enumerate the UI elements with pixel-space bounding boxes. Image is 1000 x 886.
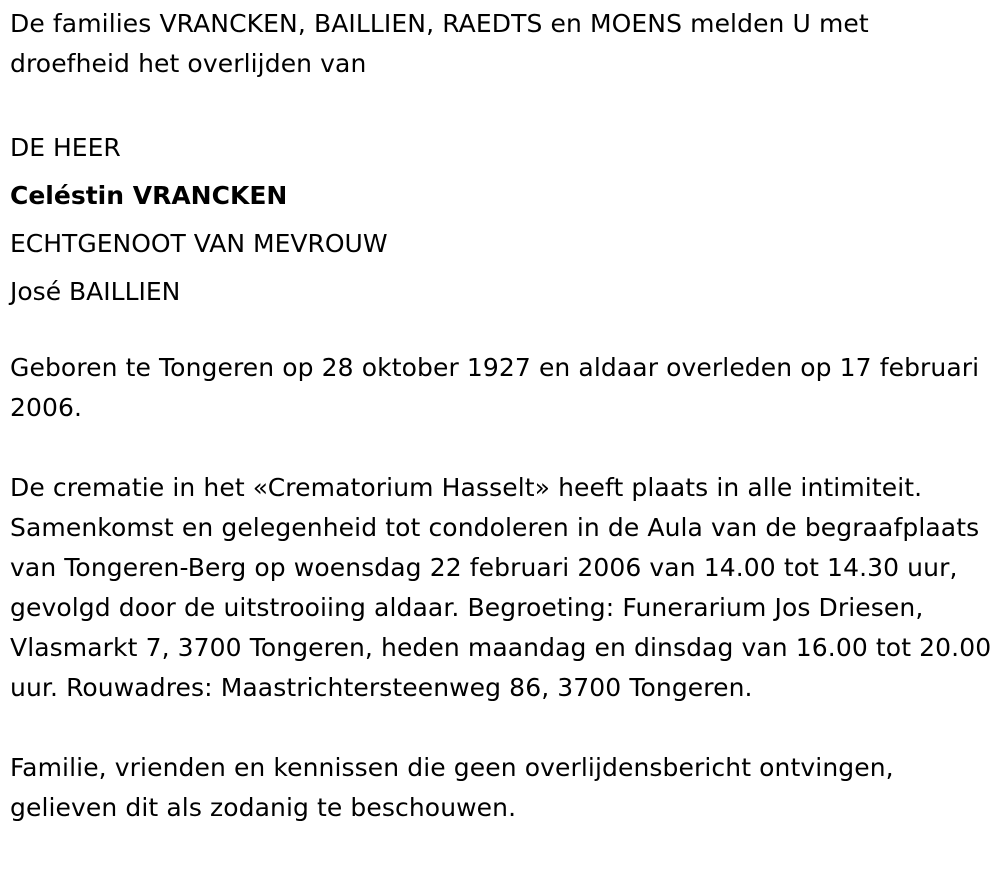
deceased-name: Celéstin VRANCKEN xyxy=(10,181,288,210)
birth-death-paragraph: Geboren te Tongeren op 28 oktober 1927 en aldaar overleden op 17 februari 2006. xyxy=(10,353,980,422)
closing-paragraph: Familie, vrienden en kennissen die geen overlijdensbericht ontvingen, gelieven dit als zodanig te beschouwen. xyxy=(10,753,894,822)
spacer xyxy=(10,708,995,748)
relation-label: ECHTGENOOT VAN MEVROUW xyxy=(10,229,388,258)
spacer xyxy=(10,84,995,124)
intro-paragraph: De families VRANCKEN, BAILLIEN, RAEDTS en MOENS melden U met droefheid het overlijden van xyxy=(10,9,869,78)
spacer xyxy=(10,428,995,468)
honorific: DE HEER xyxy=(10,133,121,162)
obituary-notice xyxy=(10,0,995,828)
spacer xyxy=(10,316,995,348)
spouse-name: José BAILLIEN xyxy=(10,277,181,306)
ceremony-paragraph: De crematie in het «Crematorium Hasselt» heeft plaats in alle intimiteit. Samenkomst en gelegenheid tot condoleren in de Aula van de begraafplaats van Tongeren-Berg op woensdag 22 februari 2006 van 14.00 tot 14.30 uur, gevolgd door de uitstrooiing aldaar. Begroeting: Funerarium Jos Driesen, Vlasmarkt 7, 3700 Tongeren, heden maandag en dinsdag van 16.00 tot 20.00 uur. Rouwadres: Maastrichtersteenweg 86, 3700 Tongeren. xyxy=(10,473,992,702)
